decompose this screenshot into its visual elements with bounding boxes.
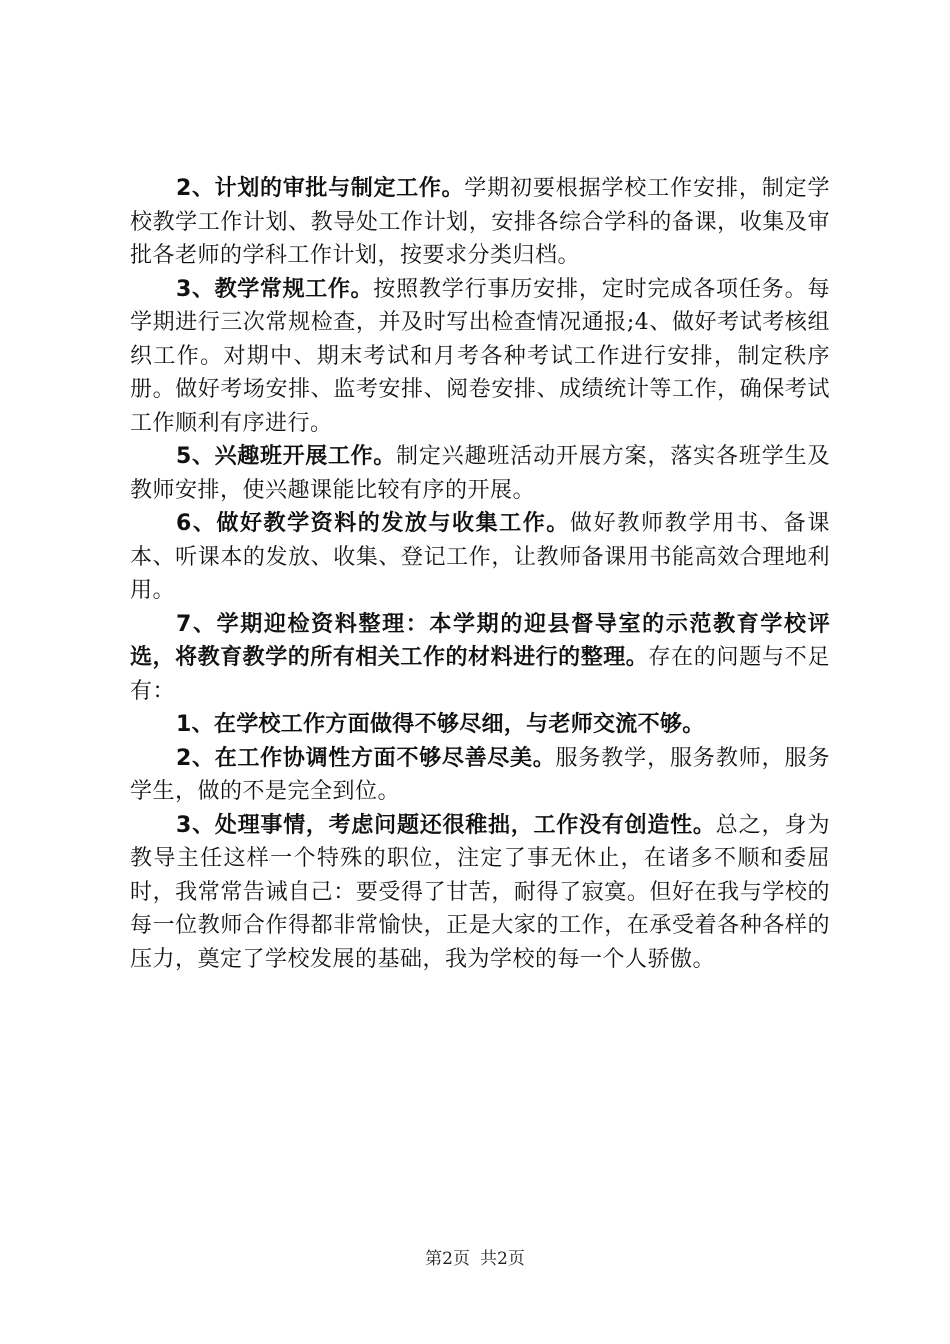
paragraph-heading: 3、教学常规工作。	[176, 276, 374, 302]
paragraph-heading: 2、在工作协调性方面不够尽善尽美。	[176, 745, 556, 771]
paragraph-text: 学期初要根据学校工作安排，制定学校教学工作计划、教导处工作计划，安排各综合学科的备课，收集及审批各老师的学科工作计划，按要求分类归档。	[130, 176, 830, 268]
paragraph-heading: 7、学期迎检资料整理：本学期的迎县督导室的示范教育学校评选，将教育教学的所有相关工作的材料进行的整理。	[130, 611, 830, 670]
paragraph-teaching-routine	[130, 273, 830, 441]
paragraph-problem-1	[130, 708, 830, 742]
page-number-total: 共2页	[480, 1249, 525, 1269]
paragraph-heading: 3、处理事情，考虑问题还很稚拙，工作没有创造性。	[176, 812, 716, 838]
paragraph-interest-class	[130, 440, 830, 507]
paragraph-inspection-materials	[130, 608, 830, 709]
paragraph-text: 制定兴趣班活动开展方案，落实各班学生及教师安排，使兴趣课能比较有序的开展。	[130, 444, 830, 503]
paragraph-heading: 1、在学校工作方面做得不够尽细，与老师交流不够。	[176, 712, 705, 737]
paragraph-teaching-materials	[130, 507, 830, 608]
page-footer	[0, 1244, 950, 1269]
paragraph-heading: 2、计划的审批与制定工作。	[176, 176, 465, 201]
paragraph-problem-3-summary	[130, 809, 830, 977]
paragraph-text: 总之，身为教导主任这样一个特殊的职位，注定了事无休止，在诸多不顺和委屈时，我常常告诫自己：要受得了甘苦，耐得了寂寞。但好在我与学校的每一位教师合作得都非常愉快，正是大家的工作，在承受着各种各样的压力，奠定了学校发展的基础，我为学校的每一个人骄傲。	[130, 812, 830, 972]
paragraph-heading: 5、兴趣班开展工作。	[176, 444, 396, 469]
paragraph-text: 做好教师教学用书、备课本、听课本的发放、收集、登记工作，让教师备课用书能高效合理地利用。	[130, 511, 830, 603]
page-number-current: 第2页	[425, 1249, 470, 1269]
paragraph-text: 服务教学，服务教师，服务学生，做的不是完全到位。	[130, 745, 830, 804]
paragraph-text: 按照教学行事历安排，定时完成各项任务。每学期进行三次常规检查，并及时写出检查情况通报;4、做好考试考核组织工作。对期中、期末考试和月考各种考试工作进行安排，制定秩序册。做好考场安排、监考安排、阅卷安排、成绩统计等工作，确保考试工作顺利有序进行。	[130, 276, 830, 436]
document-body	[130, 172, 830, 976]
paragraph-text: 存在的问题与不足有：	[130, 645, 830, 704]
paragraph-problem-2	[130, 742, 830, 809]
paragraph-heading: 6、做好教学资料的发放与收集工作。	[176, 511, 570, 536]
paragraph-plan-approval	[130, 172, 830, 273]
